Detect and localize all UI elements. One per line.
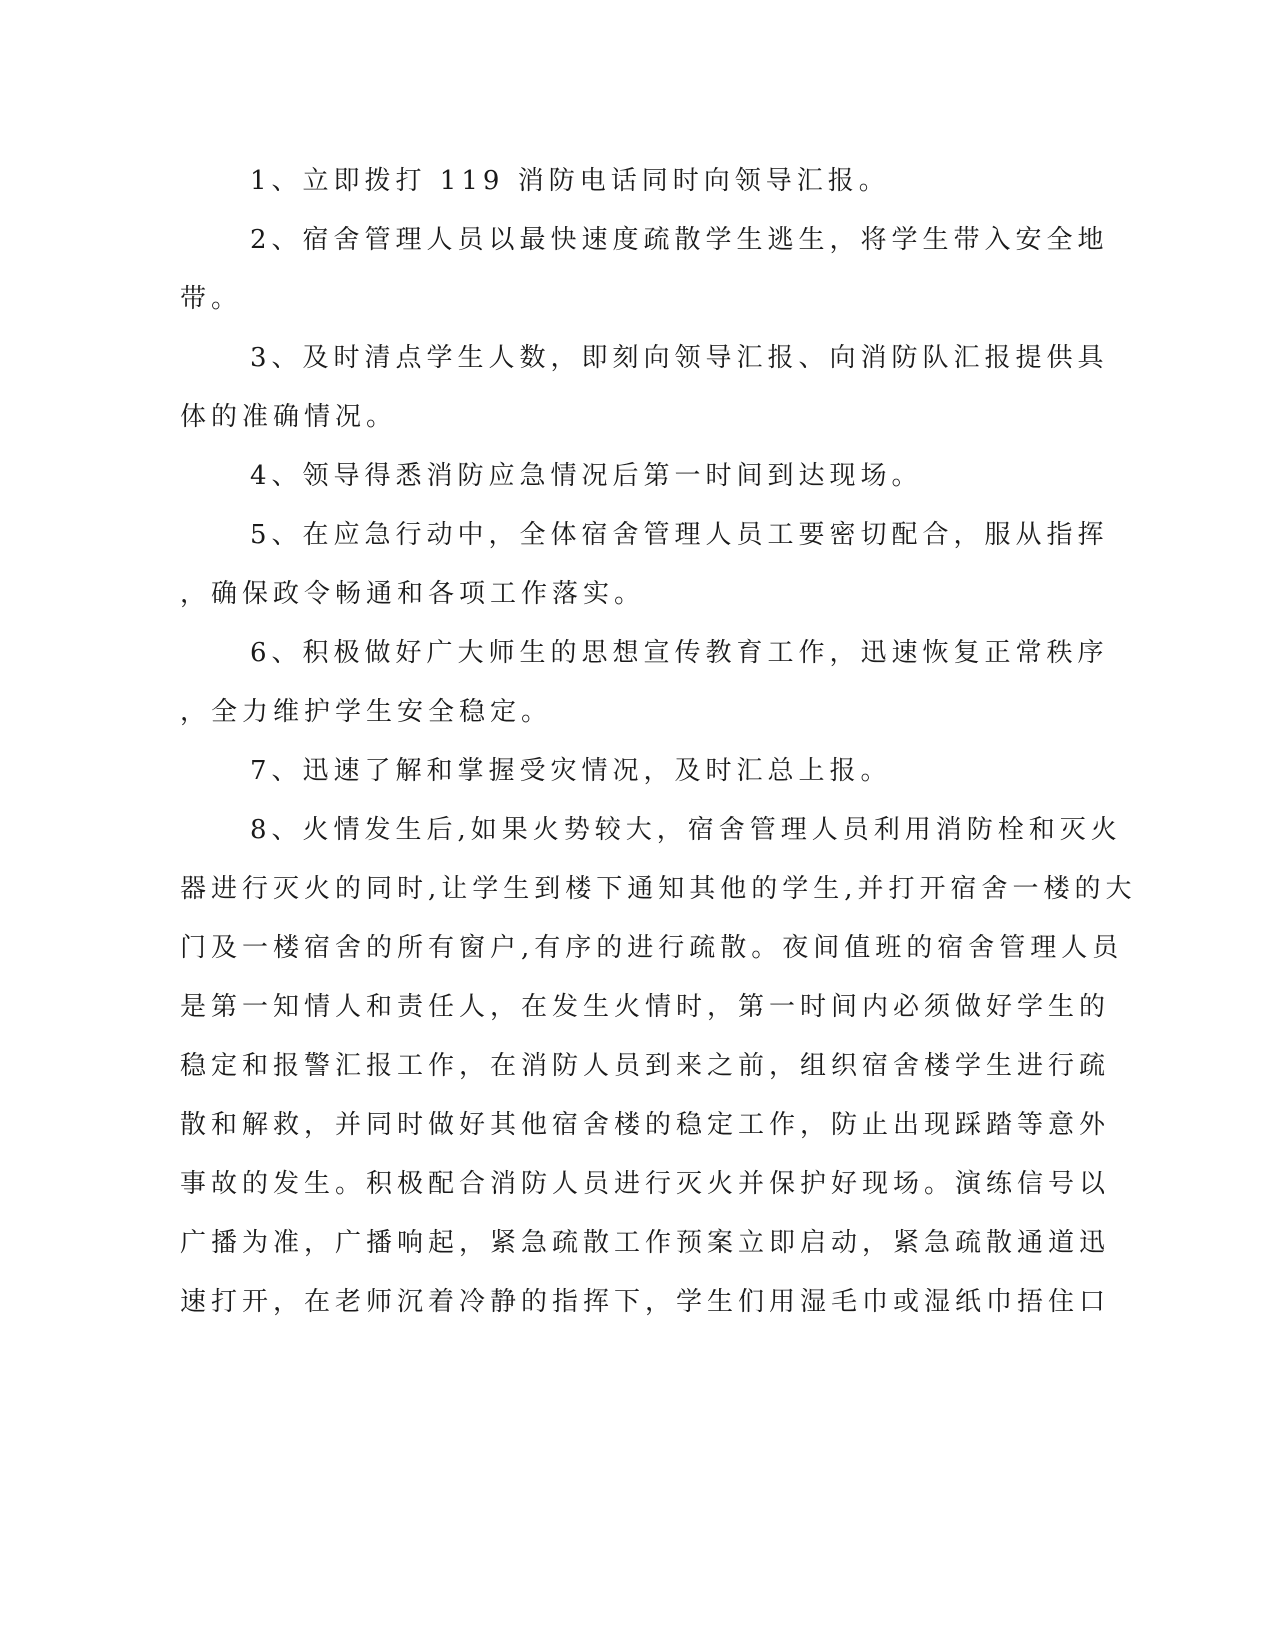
text-line-item-7: 7、迅速了解和掌握受灾情况，及时汇总上报。 (250, 756, 892, 786)
text-line-item-4: 4、领导得悉消防应急情况后第一时间到达现场。 (250, 461, 923, 491)
document-body (180, 152, 1137, 1332)
text-line-item-8-cont-5: 散和解救，并同时做好其他宿舍楼的稳定工作，防止出现踩踏等意外 (180, 1110, 1111, 1140)
text-line-item-6: 6、积极做好广大师生的思想宣传教育工作，迅速恢复正常秩序 (250, 638, 1109, 668)
text-line-item-2: 2、宿舍管理人员以最快速度疏散学生逃生，将学生带入安全地 (250, 225, 1109, 255)
text-line-item-8-cont-4: 稳定和报警汇报工作，在消防人员到来之前，组织宿舍楼学生进行疏 (180, 1051, 1111, 1081)
text-line-item-2-cont: 带。 (180, 284, 243, 314)
text-line-item-8-cont-6: 事故的发生。积极配合消防人员进行灭火并保护好现场。演练信号以 (180, 1169, 1111, 1199)
text-line-item-5: 5、在应急行动中，全体宿舍管理人员工要密切配合，服从指挥 (250, 520, 1109, 550)
text-line-item-8-cont-2: 门及一楼宿舍的所有窗户,有序的进行疏散。夜间值班的宿舍管理人员 (180, 933, 1124, 963)
text-line-item-8-cont-1: 器进行灭火的同时,让学生到楼下通知其他的学生,并打开宿舍一楼的大 (180, 874, 1137, 904)
text-line-item-1: 1、立即拨打 119 消防电话同时向领导汇报。 (250, 166, 890, 196)
text-line-item-3-cont: 体的准确情况。 (180, 402, 398, 432)
text-line-item-3: 3、及时清点学生人数，即刻向领导汇报、向消防队汇报提供具 (250, 343, 1109, 373)
text-line-item-8-cont-8: 速打开，在老师沉着冷静的指挥下，学生们用湿毛巾或湿纸巾捂住口 (180, 1287, 1111, 1317)
text-line-item-8-cont-7: 广播为准，广播响起，紧急疏散工作预案立即启动，紧急疏散通道迅 (180, 1228, 1111, 1258)
text-line-item-8-cont-3: 是第一知情人和责任人，在发生火情时，第一时间内必须做好学生的 (180, 992, 1111, 1022)
text-line-item-6-cont: ，全力维护学生安全稳定。 (180, 697, 553, 727)
text-line-item-5-cont: ，确保政令畅通和各项工作落实。 (180, 579, 646, 609)
text-line-item-8: 8、火情发生后,如果火势较大，宿舍管理人员利用消防栓和灭火 (250, 815, 1122, 845)
